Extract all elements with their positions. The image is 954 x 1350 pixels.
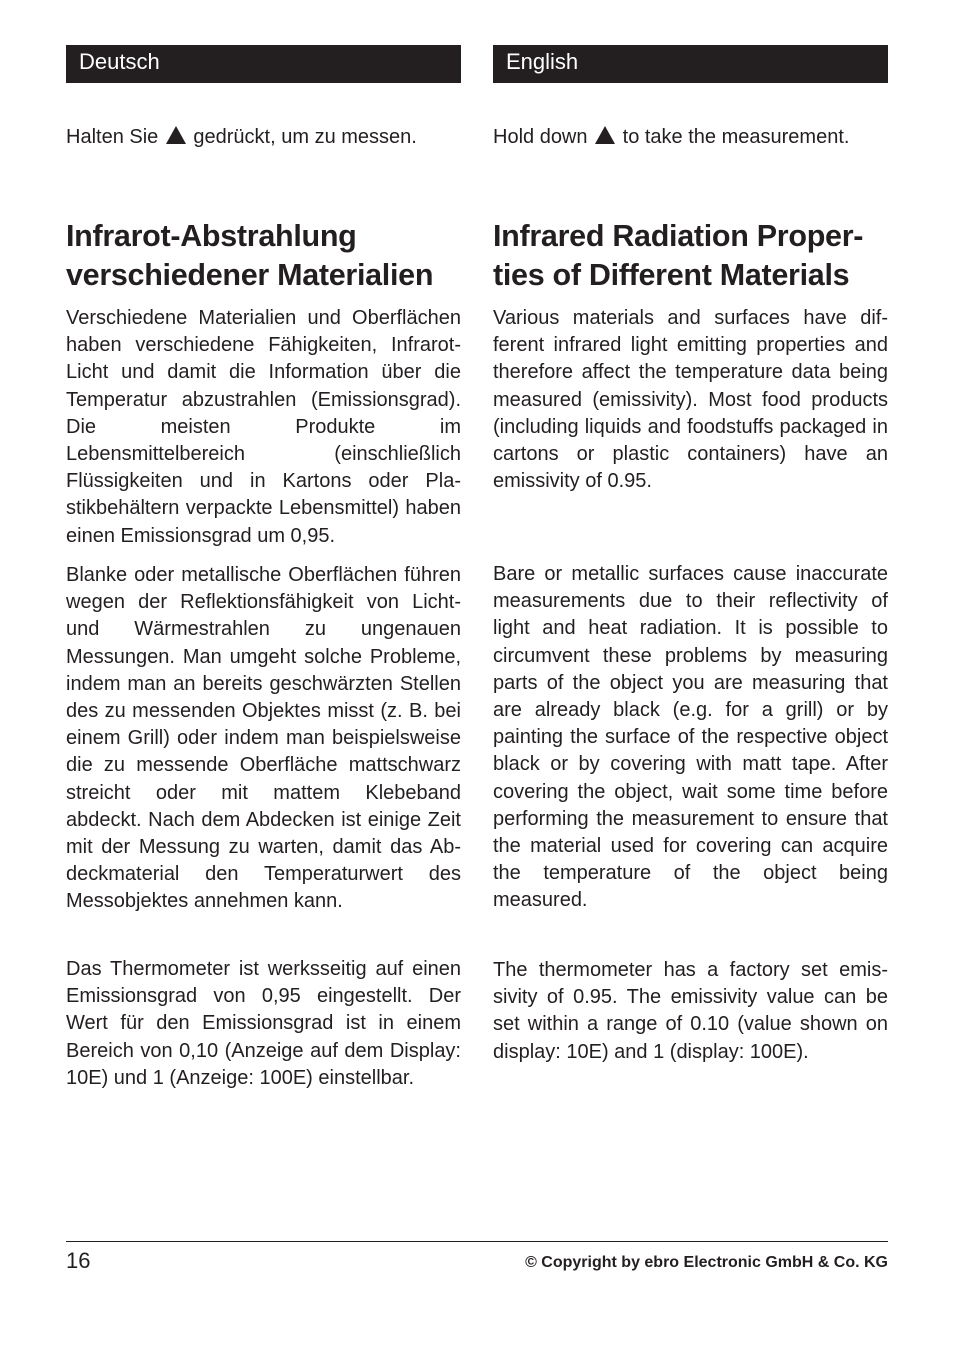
paragraph-factory-setting-english: The thermometer has a factory set emissivity of 0.95. The emissivity value can be set within a range of 0.10 (value shown on display: 10E) and 1 (display: 100E). <box>493 959 888 1063</box>
page-number: 16 <box>66 1248 91 1273</box>
up-triangle-icon <box>595 126 615 144</box>
language-header-english: English <box>493 45 888 83</box>
instruction-text-start: Hold down <box>493 126 588 148</box>
paragraph-metallic-surfaces-german: Blanke oder metallische Oberflächen führen wegen der Reflektionsfähigkeit von Licht- und Wärmestrahlen zu ungenauen Messungen. Man umgeht solche Probleme, indem man an bereits geschwärzten Stellen des zu messenden Objektes misst (z. B. bei einem Grill) oder indem man beispielsweise die zu messende Oberfläche mattschwarz streicht oder mit mattem Klebeband abdeckt. Nach dem Abdecken ist einige Zeit mit der Messung zu warten, damit das Abdeckmaterial den Temperaturwert des Messobjektes annehmen kann. <box>66 564 461 913</box>
copyright-notice: © Copyright by ebro Electronic GmbH & Co. KG <box>525 1254 888 1271</box>
language-header-german: Deutsch <box>66 45 461 83</box>
section-heading-german: Infrarot-Abstrahlung verschiedener Materialien <box>66 219 434 292</box>
measure-instruction-english <box>493 124 893 151</box>
paragraph-metallic-surfaces-english: Bare or metallic surfaces cause inaccurate measurements due to their reflectivity of light and heat radiation. It is possible to circumvent these problems by measuring parts of the object you are measuring that are already black (e.g. for a grill) or by painting the surface of the respective object black or by covering with matt tape. After covering the object, wait some time before performing the measurement to ensure that the material used for covering can acquire the temperature of the object being measured. <box>493 563 888 912</box>
instruction-text-end: to take the measurement. <box>622 126 850 148</box>
measure-instruction-german <box>66 124 466 151</box>
instruction-text-start: Halten Sie <box>66 126 159 148</box>
paragraph-factory-setting-german: Das Thermometer ist werksseitig auf einen Emissionsgrad von 0,95 eingestellt. Der Wert für den Emissionsgrad ist in einem Bereich von 0,10 (Anzeige auf dem Display: 10E) und 1 (Anzeige: 100E) einstellbar. <box>66 958 461 1089</box>
footer-divider <box>66 1241 888 1242</box>
section-heading-english: Infrared Radiation Properties of Different Materials <box>493 219 864 292</box>
up-triangle-icon <box>166 126 186 144</box>
instruction-text-end: gedrückt, um zu messen. <box>193 126 417 148</box>
paragraph-emissivity-english: Various materials and surfaces have different infrared light emitting properties and therefore affect the temperature data being measured (emissivity). Most food products (including liquids and foodstuffs packaged in cartons or plastic containers) have an emissivity of 0.95. <box>493 307 888 493</box>
paragraph-emissivity-german: Verschiedene Materialien und Oberflächen haben verschiedene Fähigkeiten, Infrarot-Licht und damit die Information über die Temperatur abzustrahlen (Emissionsgrad). Die meisten Produkte im Lebensmittelbereich (einschließlich Flüssigkeiten und in Kartons oder Plastikbehältern verpackte Lebensmittel) haben einen Emissionsgrad um 0,95. <box>66 307 461 547</box>
